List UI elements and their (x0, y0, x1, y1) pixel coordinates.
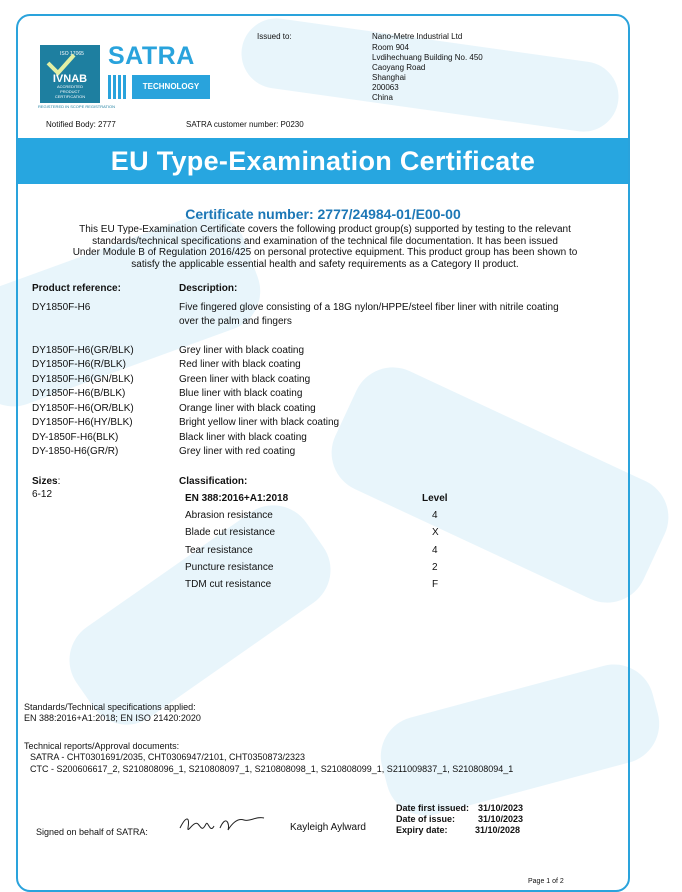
satra-bars-icon (108, 75, 128, 99)
classification-name: Tear resistance (185, 545, 253, 556)
variant-ref: DY1850F-H6(B/BLK) (32, 388, 126, 399)
level-header: Level (422, 493, 448, 504)
ivnab-badge: ISO 17065 (60, 51, 84, 57)
sizes-value: 6-12 (32, 489, 53, 500)
variant-desc: Green liner with black coating (179, 374, 311, 385)
classification-label: Classification: (179, 476, 248, 487)
variant-desc: Grey liner with red coating (179, 446, 296, 457)
customer-number: SATRA customer number: P0230 (186, 120, 304, 129)
variant-desc: Red liner with black coating (179, 359, 301, 370)
intro-line: standards/technical specifications and examination of the technical file documentation. It has been issued (92, 235, 558, 247)
signatory-name: Kayleigh Aylward (290, 822, 366, 833)
address-line: Lvdihechuang Building No. 450 (372, 53, 483, 62)
reports-label: Technical reports/Approval documents: (24, 741, 180, 751)
classification-name: TDM cut resistance (185, 579, 272, 590)
address-line: China (372, 93, 393, 102)
signature-icon (178, 810, 268, 840)
intro-line: satisfy the applicable essential health and safety requirements as a Category II product. (131, 258, 519, 270)
product-reference-label: Product reference: (32, 283, 121, 294)
main-product-ref: DY1850F-H6 (32, 302, 91, 313)
variant-desc: Bright yellow liner with black coating (179, 417, 340, 428)
date-value: 31/10/2028 (475, 825, 521, 835)
sizes-label-text: Sizes (32, 476, 58, 487)
sizes-label-colon: : (57, 476, 61, 487)
signed-label: Signed on behalf of SATRA: (36, 827, 148, 837)
satra-tagline: TECHNOLOGY (132, 75, 210, 99)
ivnab-registration: REGISTERED IN SCOPE REGISTRATION (38, 104, 116, 109)
intro-line: Under Module B of Regulation 2016/425 on personal protective equipment. This product group has been shown to (72, 247, 578, 258)
variant-desc: Blue liner with black coating (179, 388, 303, 399)
page-number: Page 1 of 2 (528, 878, 564, 885)
report-line: SATRA - CHT0301691/2035, CHT0306947/2101, CHT0350873/2323 (30, 752, 306, 762)
ivnab-certification: CERTIFICATION (54, 94, 86, 99)
address-line: Caoyang Road (372, 63, 426, 72)
classification-level: 2 (432, 562, 438, 573)
address-line: Room 904 (372, 43, 409, 52)
variant-ref: DY1850F-H6(OR/BLK) (32, 403, 134, 414)
date-label: Expiry date: (396, 825, 448, 835)
address-line: Nano-Metre Industrial Ltd (372, 32, 463, 41)
satra-logo-text: SATRA (108, 42, 195, 70)
address-line: 200063 (372, 83, 399, 92)
date-value: 31/10/2023 (478, 803, 524, 813)
date-value: 31/10/2023 (478, 814, 524, 824)
notified-body: Notified Body: 2777 (46, 120, 116, 129)
ivnab-accredited: ACCREDITED (56, 84, 83, 89)
ivnab-name: IVNAB (52, 73, 88, 85)
date-label: Date of issue: (396, 814, 456, 824)
variant-desc: Orange liner with black coating (179, 403, 316, 414)
report-line: CTC - S200606617_2, S210808096_1, S210808097_1, S210808098_1, S210808099_1, S211009837_1, S210808094_1 (30, 764, 514, 774)
ivnab-logo (40, 45, 100, 103)
date-label: Date first issued: (396, 803, 470, 813)
ivnab-product: PRODUCT (60, 89, 80, 94)
standards-value: EN 388:2016+A1:2018; EN ISO 21420:2020 (24, 713, 201, 723)
classification-level: F (432, 579, 439, 590)
classification-level: X (432, 527, 439, 538)
page-title: EU Type-Examination Certificate (18, 138, 628, 184)
variant-ref: DY1850F-H6(GR/BLK) (32, 345, 134, 356)
intro-line: This EU Type-Examination Certificate covers the following product group(s) supported by testing to the relevant (79, 224, 571, 235)
main-product-desc: Five fingered glove consisting of a 18G nylon/HPPE/steel fiber liner with nitrile coating (179, 302, 559, 313)
variant-ref: DY1850F-H6(GN/BLK) (32, 374, 134, 385)
standards-label: Standards/Technical specifications applied: (24, 702, 196, 712)
classification-name: Blade cut resistance (185, 527, 276, 538)
variant-ref: DY1850F-H6(R/BLK) (32, 359, 126, 370)
variant-ref: DY-1850F-H6(BLK) (32, 432, 119, 443)
variant-desc: Grey liner with black coating (179, 345, 305, 356)
classification-level: 4 (432, 545, 438, 556)
issued-to-label: Issued to: (257, 32, 292, 41)
intro-paragraph (30, 224, 620, 270)
classification-name: Abrasion resistance (185, 510, 273, 521)
certificate-number: Certificate number: 2777/24984-01/E00-00 (185, 206, 461, 222)
variant-ref: DY1850F-H6(HY/BLK) (32, 417, 133, 428)
description-label: Description: (179, 283, 238, 294)
variant-desc: Black liner with black coating (179, 432, 307, 443)
main-product-desc: over the palm and fingers (179, 316, 292, 327)
sizes-label (32, 476, 60, 488)
classification-level: 4 (432, 510, 438, 521)
standard-name: EN 388:2016+A1:2018 (185, 493, 289, 504)
variant-ref: DY-1850-H6(GR/R) (32, 446, 119, 457)
classification-name: Puncture resistance (185, 562, 274, 573)
address-line: Shanghai (372, 73, 406, 82)
